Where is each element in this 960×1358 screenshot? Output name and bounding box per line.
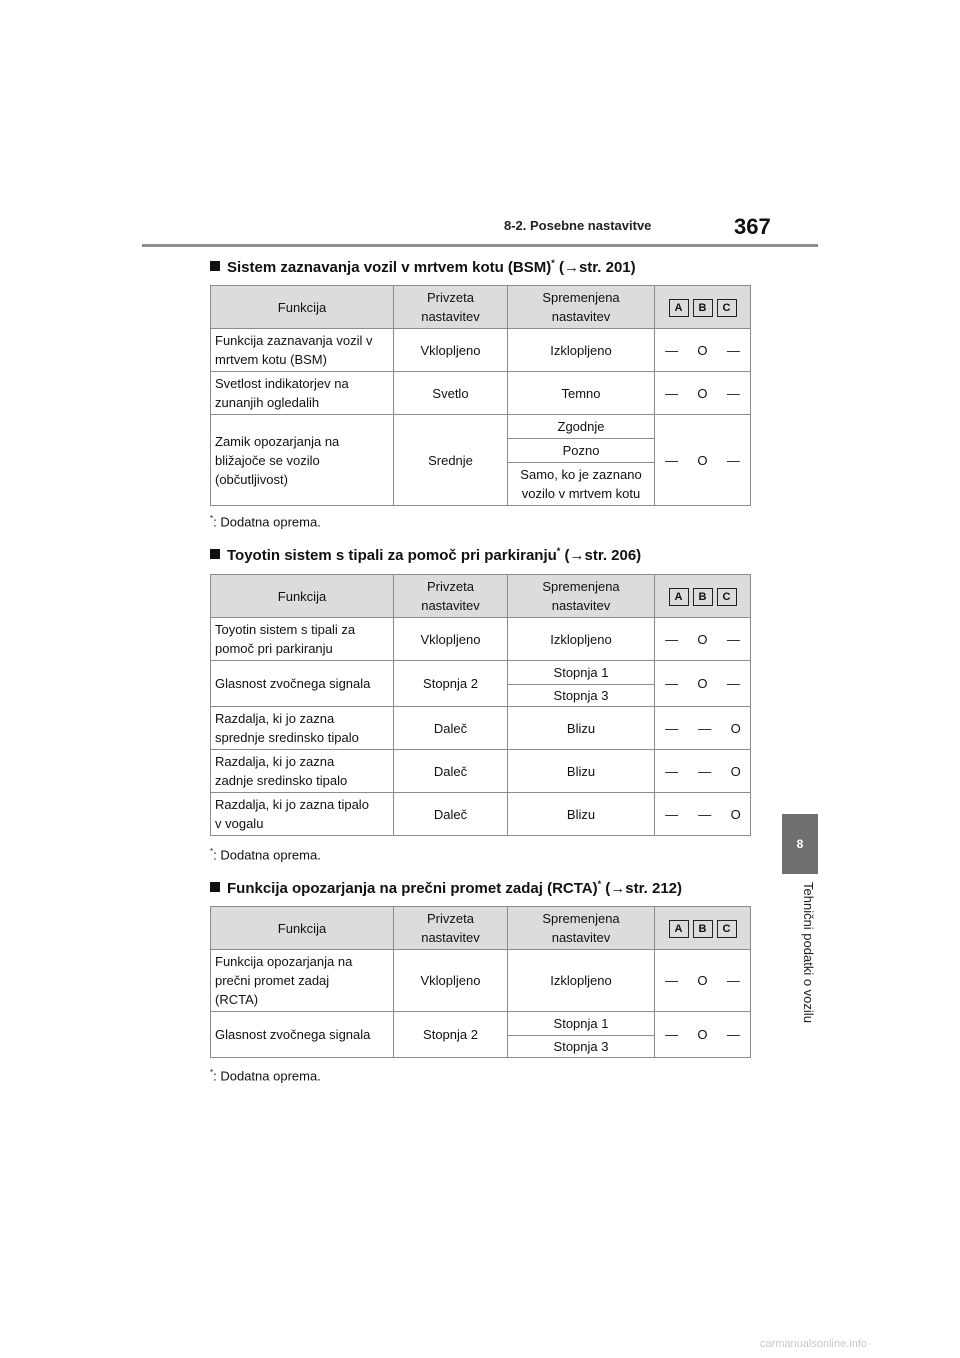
section-title-rcta: Funkcija opozarjanja na prečni promet zadaj (RCTA)* (→str. 212) xyxy=(210,879,682,897)
watermark: carmanualsonline.info xyxy=(760,1338,868,1350)
table-bsm xyxy=(210,285,751,506)
col-header-function: Funkcija xyxy=(211,575,394,618)
table-row: Zamik opozarjanja na bližajoče se vozilo (občutljivost) Srednje Zgodnje — O — xyxy=(211,415,751,439)
col-header-abc: A B C xyxy=(655,286,751,329)
page-number: 367 xyxy=(734,214,771,239)
table-header-row xyxy=(211,907,751,950)
table-row: Funkcija zaznavanja vozil v mrtvem kotu (BSM) Vklopljeno Izklopljeno — O — xyxy=(211,329,751,372)
table-row: Samo, ko je zaznano vozilo v mrtvem kotu xyxy=(211,463,751,506)
col-header-abc: A B C xyxy=(655,907,751,950)
table-row: Svetlost indikatorjev na zunanjih ogledalih Svetlo Temno — O — xyxy=(211,372,751,415)
table-rcta xyxy=(210,906,751,1058)
table-row: Stopnja 3 xyxy=(211,1036,751,1058)
table-row: Funkcija opozarjanja na prečni promet zadaj (RCTA) Vklopljeno Izklopljeno — O — xyxy=(211,950,751,1012)
col-header-function: Funkcija xyxy=(211,286,394,329)
square-bullet-icon xyxy=(210,549,220,559)
col-header-changed: Spremenjena nastavitev xyxy=(508,575,655,618)
col-header-default: Privzeta nastavitev xyxy=(394,575,508,618)
table-row: Toyotin sistem s tipali za pomoč pri parkiranju Vklopljeno Izklopljeno — O — xyxy=(211,618,751,661)
table-row: Glasnost zvočnega signala Stopnja 2 Stopnja 1 — O — xyxy=(211,661,751,685)
table-row: Razdalja, ki jo zazna zadnje sredinsko tipalo Daleč Blizu — — O xyxy=(211,750,751,793)
square-bullet-icon xyxy=(210,882,220,892)
table-header-row xyxy=(211,286,751,329)
table-header-row xyxy=(211,575,751,618)
table-row: Pozno xyxy=(211,439,751,463)
footnote-bsm: *: Dodatna oprema. xyxy=(210,514,321,530)
header-rule xyxy=(142,244,818,247)
col-header-changed: Spremenjena nastavitev xyxy=(508,286,655,329)
section-title-parking: Toyotin sistem s tipali za pomoč pri parkiranju* (→str. 206) xyxy=(210,546,641,564)
col-header-changed: Spremenjena nastavitev xyxy=(508,907,655,950)
square-bullet-icon xyxy=(210,261,220,271)
table-row: Glasnost zvočnega signala Stopnja 2 Stopnja 1 — O — xyxy=(211,1012,751,1036)
chapter-tab: 8 xyxy=(782,814,818,874)
col-header-function: Funkcija xyxy=(211,907,394,950)
table-row: Stopnja 3 xyxy=(211,685,751,707)
section-title-bsm: Sistem zaznavanja vozil v mrtvem kotu (BSM)* (→str. 201) xyxy=(210,258,636,276)
footnote-rcta: *: Dodatna oprema. xyxy=(210,1068,321,1084)
table-parking xyxy=(210,574,751,836)
col-header-default: Privzeta nastavitev xyxy=(394,286,508,329)
col-header-default: Privzeta nastavitev xyxy=(394,907,508,950)
header-section-title: 8-2. Posebne nastavitve xyxy=(504,218,652,233)
table-row: Razdalja, ki jo zazna tipalo v vogalu Daleč Blizu — — O xyxy=(211,793,751,836)
chapter-side-label: Tehnični podatki o vozilu xyxy=(801,882,816,1023)
col-header-abc: A B C xyxy=(655,575,751,618)
footnote-parking: *: Dodatna oprema. xyxy=(210,847,321,863)
table-row: Razdalja, ki jo zazna sprednje sredinsko tipalo Daleč Blizu — — O xyxy=(211,707,751,750)
